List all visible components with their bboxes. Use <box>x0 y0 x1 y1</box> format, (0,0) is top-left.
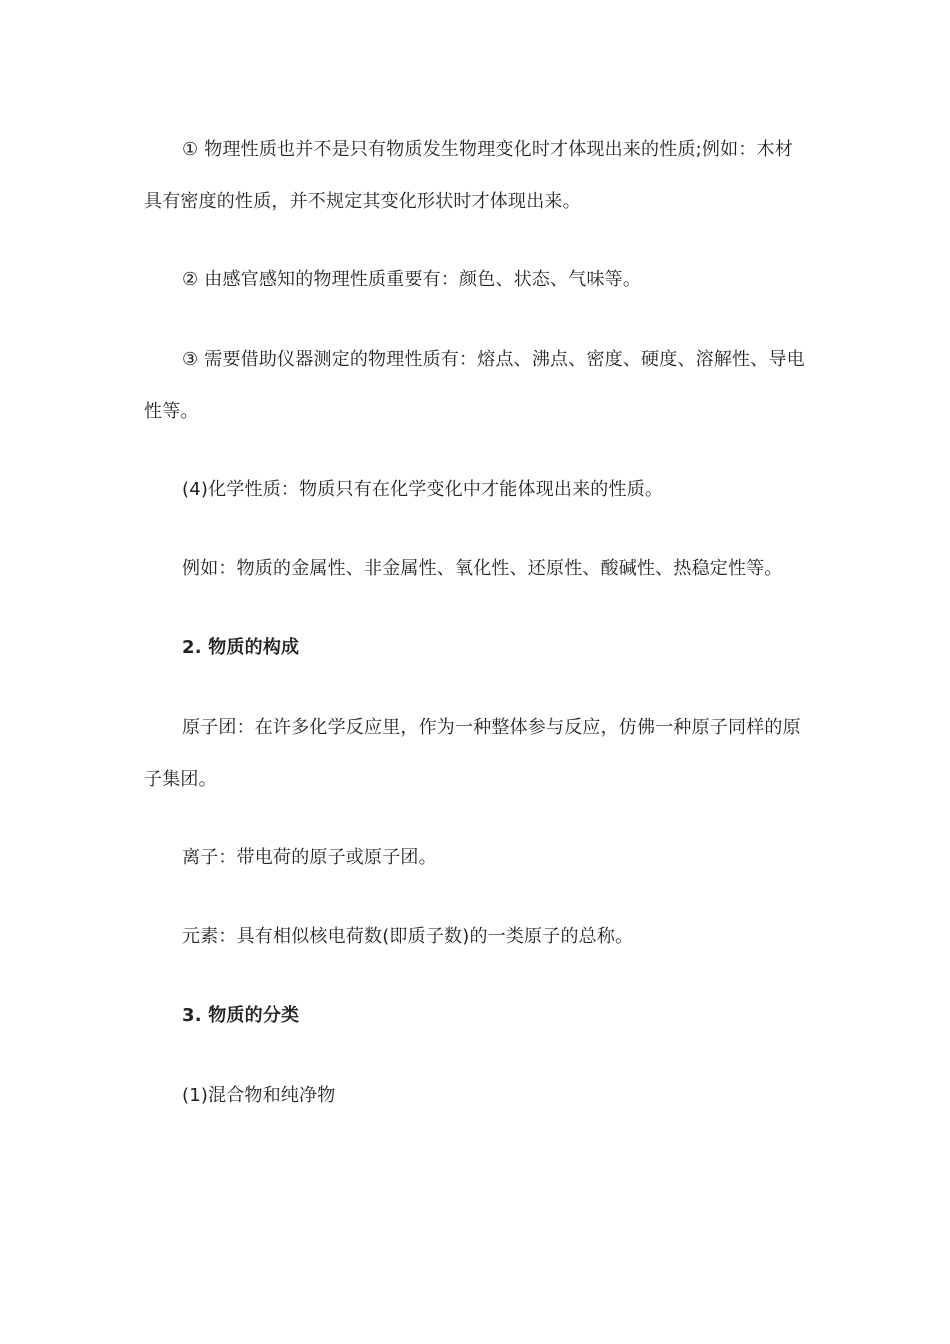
paragraph-element: 元素：具有相似核电荷数(即质子数)的一类原子的总称。 <box>182 926 634 947</box>
paragraph-physical-property-note: ① 物理性质也并不是只有物质发生物理变化时才体现出来的性质;例如：木材具有密度的性质，并不规定其变化形状时才体现出来。 <box>144 139 793 212</box>
paragraph-chemical-examples: 例如：物质的金属性、非金属性、氧化性、还原性、酸碱性、热稳定性等。 <box>182 558 783 579</box>
paragraph-instrument-properties: ③ 需要借助仪器测定的物理性质有：熔点、沸点、密度、硬度、溶解性、导电性等。 <box>144 349 805 422</box>
paragraph-mixture-pure: (1)混合物和纯净物 <box>182 1085 336 1106</box>
section-heading-classification: 3. 物质的分类 <box>182 1005 300 1026</box>
paragraph-atomic-group: 原子团：在许多化学反应里，作为一种整体参与反应，仿佛一种原子同样的原子集团。 <box>144 717 801 790</box>
section-heading-composition: 2. 物质的构成 <box>182 637 300 658</box>
paragraph-chemical-property: (4)化学性质：物质只有在化学变化中才能体现出来的性质。 <box>182 479 664 500</box>
paragraph-ion: 离子：带电荷的原子或原子团。 <box>182 847 437 868</box>
paragraph-sensory-properties: ② 由感官感知的物理性质重要有：颜色、状态、气味等。 <box>182 269 642 290</box>
